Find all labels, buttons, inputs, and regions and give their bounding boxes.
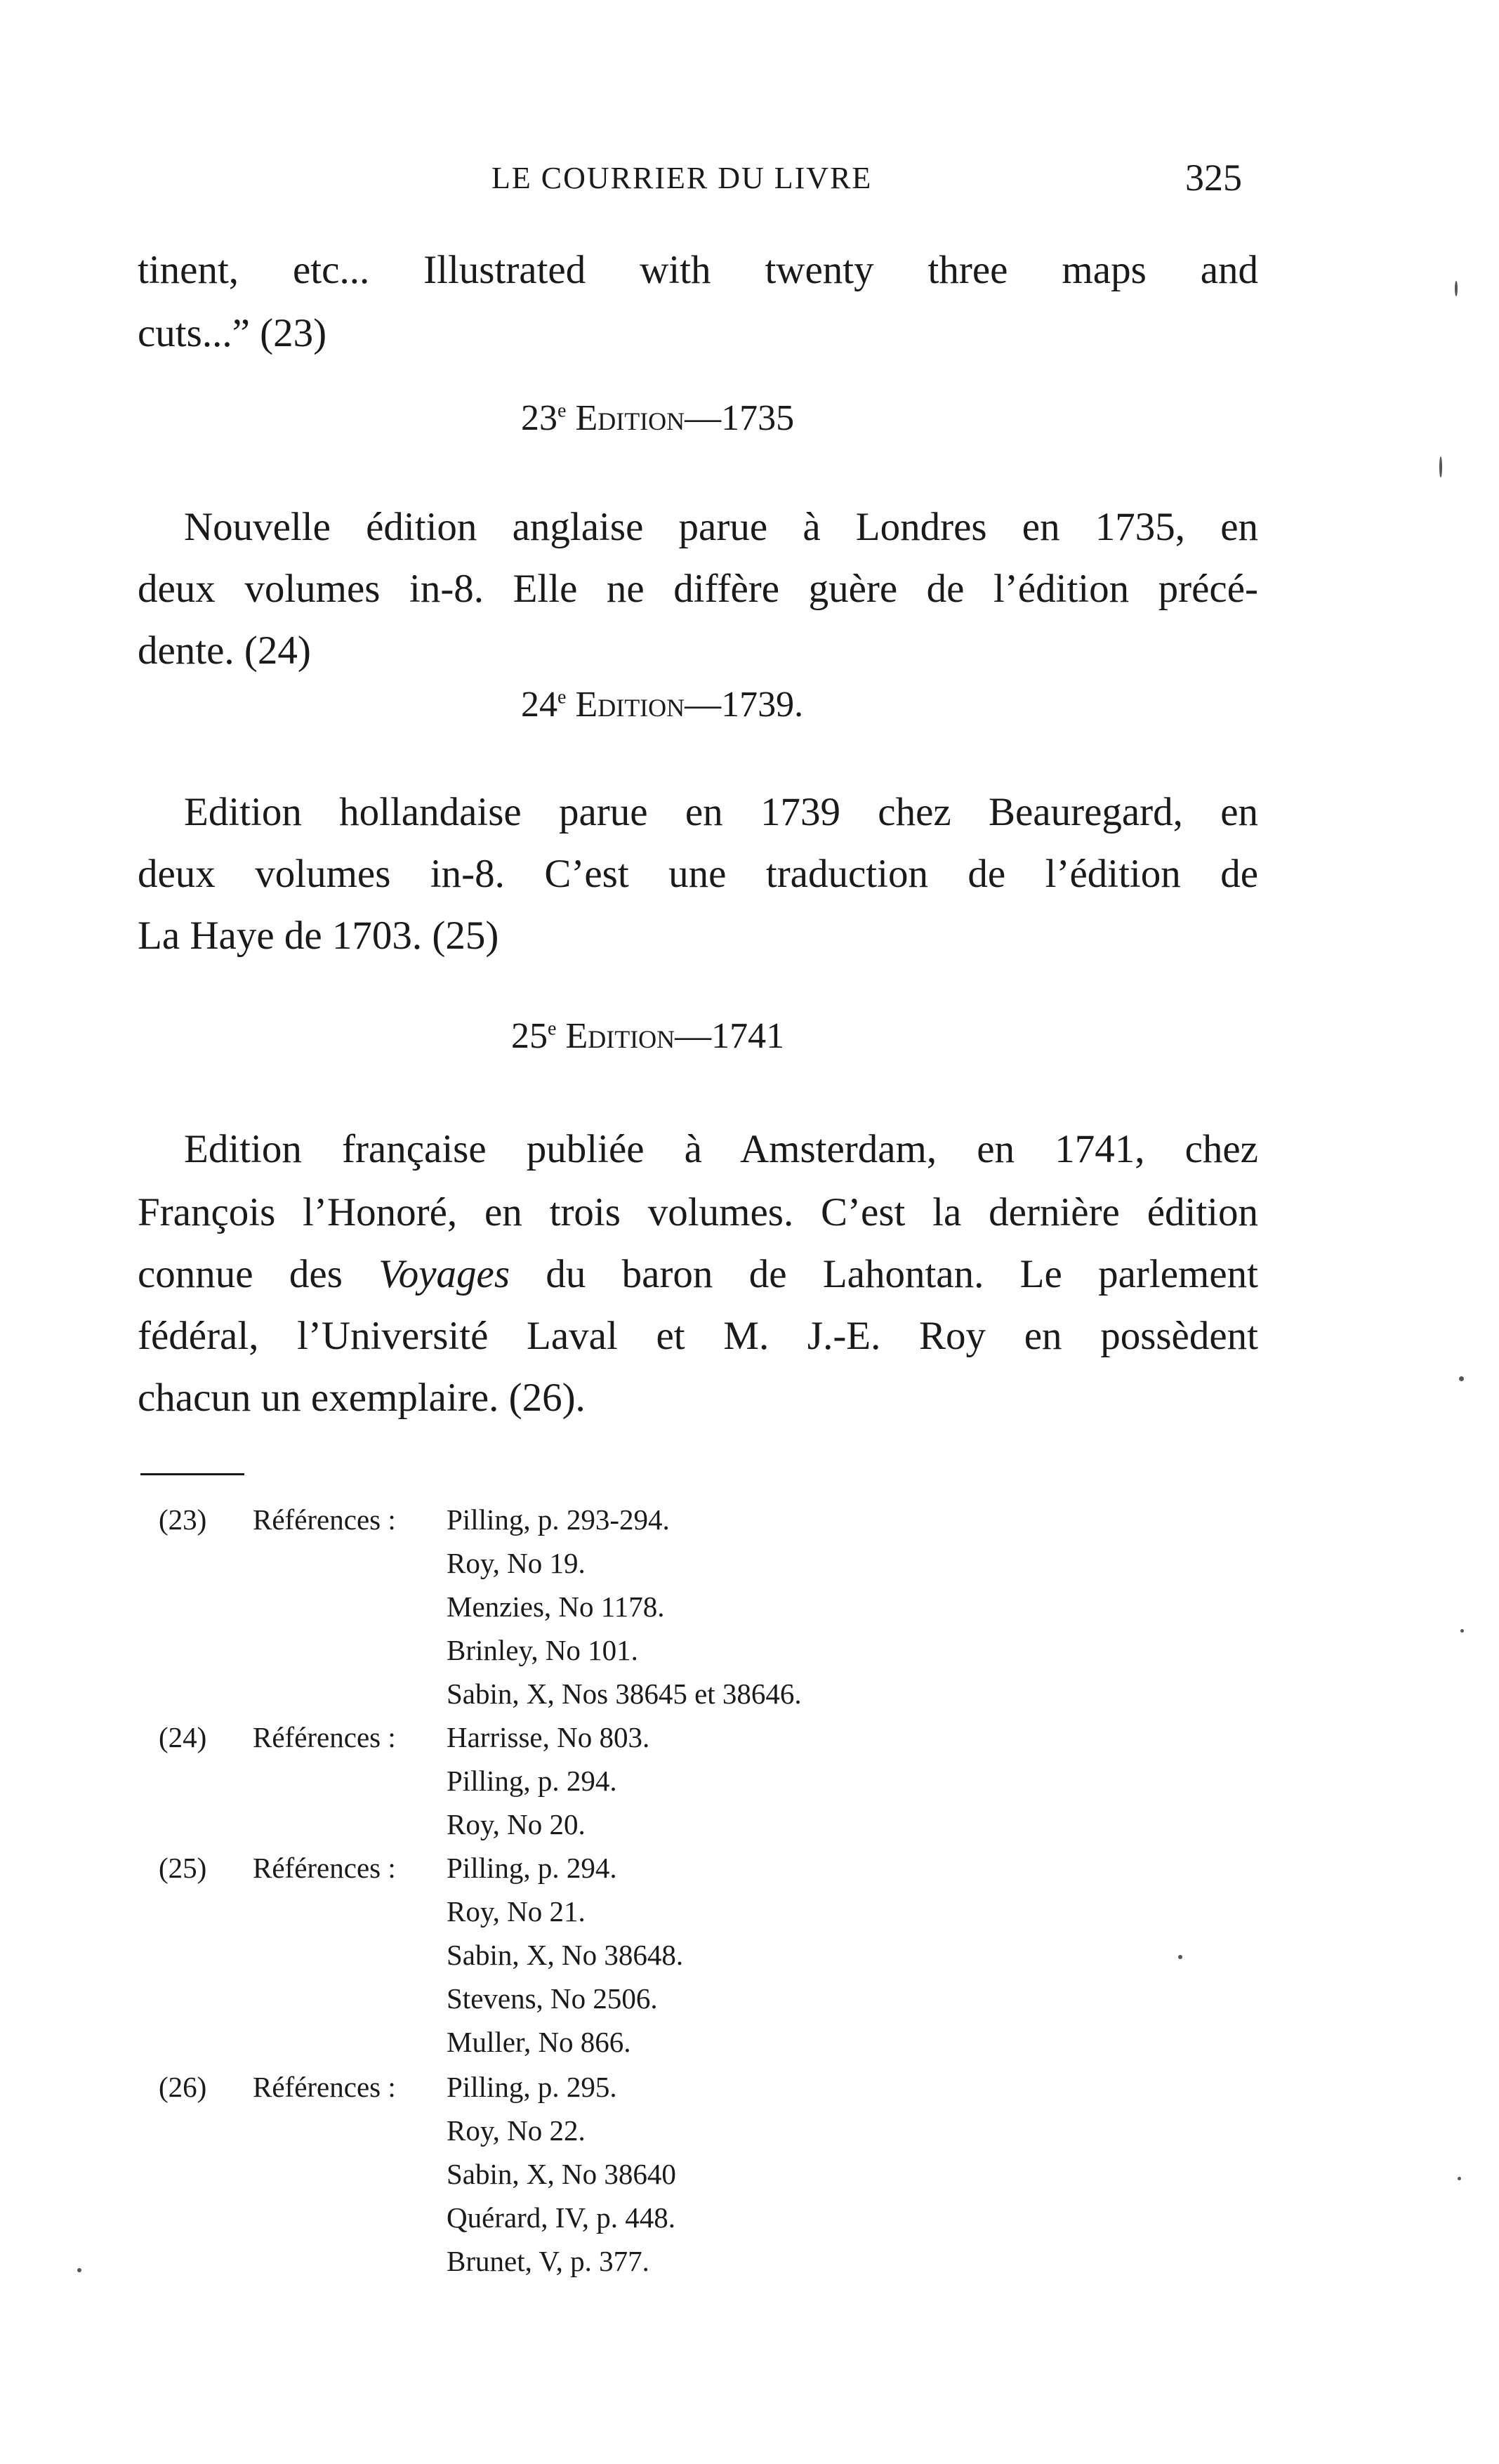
footnote-number: (24) (159, 1721, 207, 1753)
footnote-label: Références : (253, 1852, 396, 1884)
scan-speck (1459, 1376, 1464, 1381)
body-line: deux volumes in-8. Elle ne diffère guère de l’édition précé- (138, 567, 1258, 611)
body-line: fédéral, l’Université Laval et M. J.-E. Roy en possèdent (138, 1314, 1258, 1358)
footnote-reference: Sabin, X, No 38640 (447, 2158, 676, 2190)
scan-speck (1439, 456, 1442, 477)
heading-sup: e (557, 400, 567, 422)
footnote-reference: Pilling, p. 295. (447, 2071, 617, 2103)
body-line: Edition hollandaise parue en 1739 chez Beauregard, en (184, 790, 1258, 834)
heading-label: Edition (565, 1016, 675, 1056)
footnote-reference: Pilling, p. 293-294. (447, 1503, 670, 1536)
page-number: 325 (1185, 157, 1242, 199)
body-line: chacun un exemplaire. (26). (138, 1376, 586, 1420)
footnote-reference: Pilling, p. 294. (447, 1765, 617, 1797)
section-heading (521, 400, 794, 437)
scan-speck (1460, 1629, 1464, 1633)
heading-sup: e (557, 686, 567, 709)
footnote-number: (26) (159, 2071, 207, 2103)
book-title: Voyages (378, 1252, 510, 1296)
body-line: dente. (24) (138, 628, 311, 673)
heading-year: —1739. (685, 685, 804, 725)
body-text: connue des (138, 1252, 379, 1296)
heading-number: 24 (521, 685, 557, 725)
footnote-reference: Roy, No 20. (447, 1808, 586, 1840)
footnote-label: Références : (253, 1503, 396, 1536)
footnote-reference: Brinley, No 101. (447, 1634, 638, 1666)
footnote-label: Références : (253, 2071, 396, 2103)
footnote-reference: Brunet, V, p. 377. (447, 2245, 649, 2277)
body-line: François l’Honoré, en trois volumes. C’est la dernière édition (138, 1190, 1258, 1234)
footnote-reference: Sabin, X, No 38648. (447, 1939, 684, 1971)
footnote-reference: Pilling, p. 294. (447, 1852, 617, 1884)
body-line: deux volumes in-8. C’est une traduction de l’édition de (138, 852, 1258, 896)
heading-year: —1741 (675, 1016, 785, 1056)
scan-speck (1455, 281, 1458, 296)
section-heading (511, 1018, 784, 1055)
body-line: tinent, etc... Illustrated with twenty three maps and (138, 248, 1258, 292)
heading-label: Edition (575, 685, 685, 725)
body-line (138, 1254, 1258, 1294)
footnote-reference: Harrisse, No 803. (447, 1721, 650, 1753)
scan-speck (77, 2268, 81, 2272)
heading-number: 23 (521, 398, 557, 438)
heading-number: 25 (511, 1016, 548, 1056)
footnote-reference: Sabin, X, Nos 38645 et 38646. (447, 1678, 802, 1710)
section-heading (521, 687, 803, 723)
running-title: LE COURRIER DU LIVRE (491, 161, 873, 195)
footnote-rule (140, 1473, 244, 1475)
scan-speck (1458, 2177, 1461, 2180)
body-text: du baron de Lahontan. Le parlement (510, 1252, 1258, 1296)
footnote-reference: Menzies, No 1178. (447, 1590, 665, 1623)
body-line: cuts...” (23) (138, 311, 327, 355)
footnote-reference: Quérard, IV, p. 448. (447, 2201, 676, 2234)
body-line: La Haye de 1703. (25) (138, 914, 499, 958)
footnote-reference: Muller, No 866. (447, 2026, 631, 2058)
footnote-number: (25) (159, 1852, 207, 1884)
heading-sup: e (548, 1017, 557, 1040)
footnote-reference: Roy, No 21. (447, 1895, 586, 1928)
footnote-reference: Stevens, No 2506. (447, 1982, 658, 2015)
body-line: Nouvelle édition anglaise parue à Londres en 1735, en (184, 505, 1258, 549)
footnote-reference: Roy, No 22. (447, 2114, 586, 2147)
heading-label: Edition (575, 398, 685, 438)
heading-year: —1735 (685, 398, 795, 438)
footnote-label: Références : (253, 1721, 396, 1753)
body-line: Edition française publiée à Amsterdam, en 1741, chez (184, 1127, 1258, 1171)
footnote-number: (23) (159, 1503, 207, 1536)
scan-speck (1178, 1955, 1182, 1959)
footnote-reference: Roy, No 19. (447, 1547, 586, 1579)
